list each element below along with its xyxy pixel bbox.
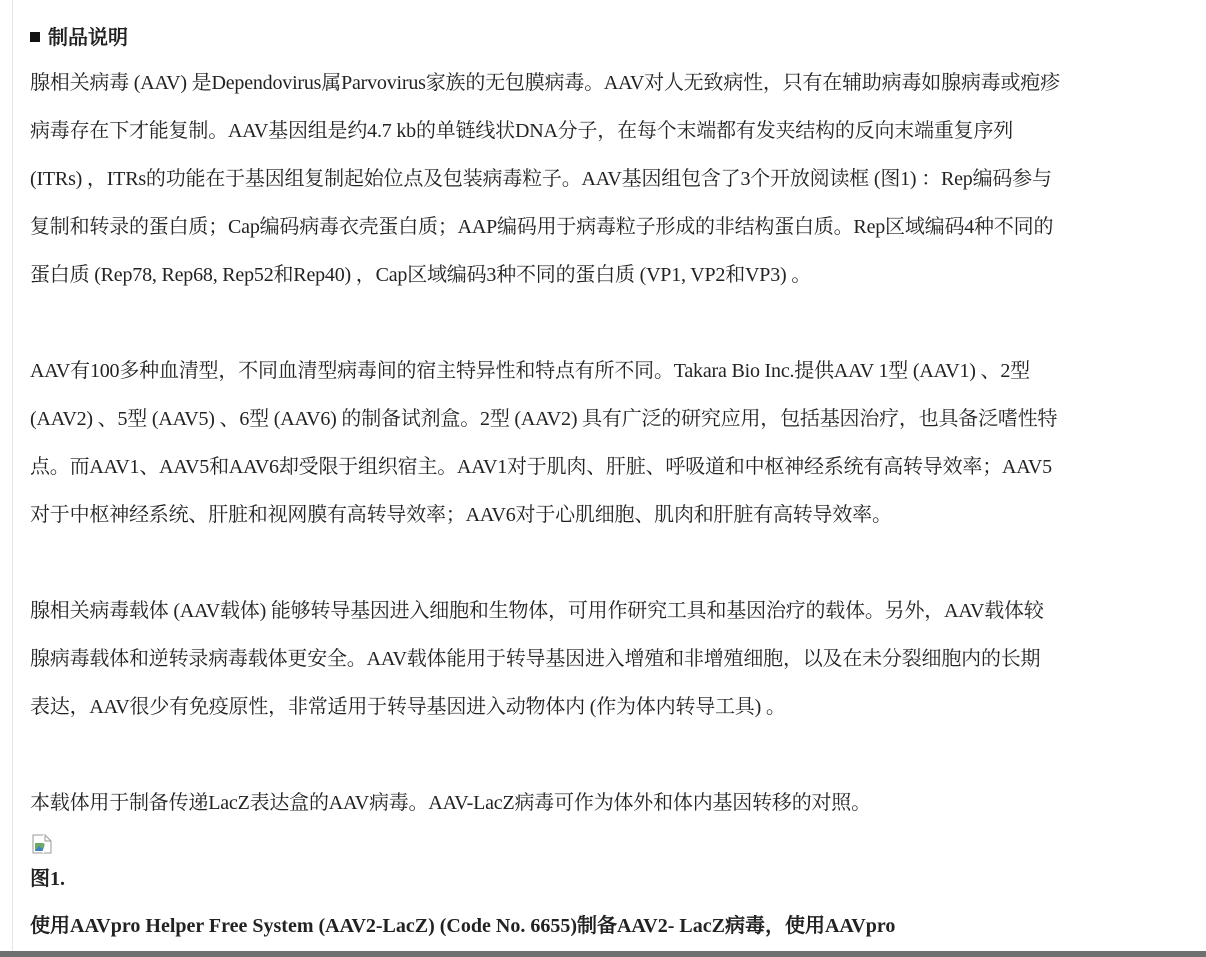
figure-caption: 使用AAVpro Helper Free System (AAV2-LacZ) (Code No. 6655)制备AAV2- LacZ病毒，使用AAVpro <box>30 915 896 937</box>
paragraph-aav-vectors: 腺相关病毒载体 (AAV载体) 能够转导基因进入细胞和生物体，可用作研究工具和基因治疗的载体。另外，AAV载体较腺病毒载体和逆转录病毒载体更安全。AAV载体能用于转导基因进入增殖和非增殖细胞，以及在未分裂细胞内的长期表达，AAV很少有免疫原性，非常适用于转导基因进入动物体内 (作为体内转导工具) 。 <box>30 600 1044 718</box>
paragraph-aav-serotypes: AAV有100多种血清型，不同血清型病毒间的宿主特异性和特点有所不同。Takara Bio Inc.提供AAV 1型 (AAV1) 、2型 (AAV2) 、5型 (AAV5) 、6型 (AAV6) 的制备试剂盒。2型 (AAV2) 具有广泛的研究应用，包括基因治疗，也具备泛嗜性特点。而AAV1、AAV5和AAV6却受限于组织宿主。AAV1对于肌肉、肝脏、呼吸道和中枢神经系统有高转导效率；AAV5对于中枢神经系统、肝脏和视网膜有高转导效率；AAV6对于心肌细胞、肌肉和肝脏有高转导效率。 <box>30 360 1058 526</box>
paragraph-aav-intro: 腺相关病毒 (AAV) 是Dependovirus属Parvovirus家族的无包膜病毒。AAV对人无致病性，只有在辅助病毒如腺病毒或疱疹病毒存在下才能复制。AAV基因组是约4.7 kb的单链线状DNA分子，在每个末端都有发夹结构的反向末端重复序列 (ITRs) ，ITRs的功能在于基因组复制起始位点及包装病毒粒子。AAV基因组包含了3个开放阅读框 (图1) ：Rep编码参与复制和转录的蛋白质；Cap编码病毒衣壳蛋白质；AAP编码用于病毒粒子形成的非结构蛋白质。Rep区域编码4种不同的蛋白质 (Rep78, Rep68, Rep52和Rep40) ，Cap区域编码3种不同的蛋白质 (VP1, VP2和VP3) 。 <box>30 72 1060 286</box>
square-bullet-icon <box>30 32 40 42</box>
horizontal-scrollbar[interactable] <box>0 951 1206 957</box>
paragraph-lacz-purpose: 本载体用于制备传递LacZ表达盒的AAV病毒。AAV-LacZ病毒可作为体外和体内基因转移的对照。 <box>30 792 871 814</box>
section-heading <box>30 24 128 50</box>
broken-image-icon <box>31 833 53 855</box>
figure-label: 图1. <box>30 868 65 890</box>
left-border <box>12 0 13 957</box>
section-heading-text: 制品说明 <box>48 25 128 49</box>
